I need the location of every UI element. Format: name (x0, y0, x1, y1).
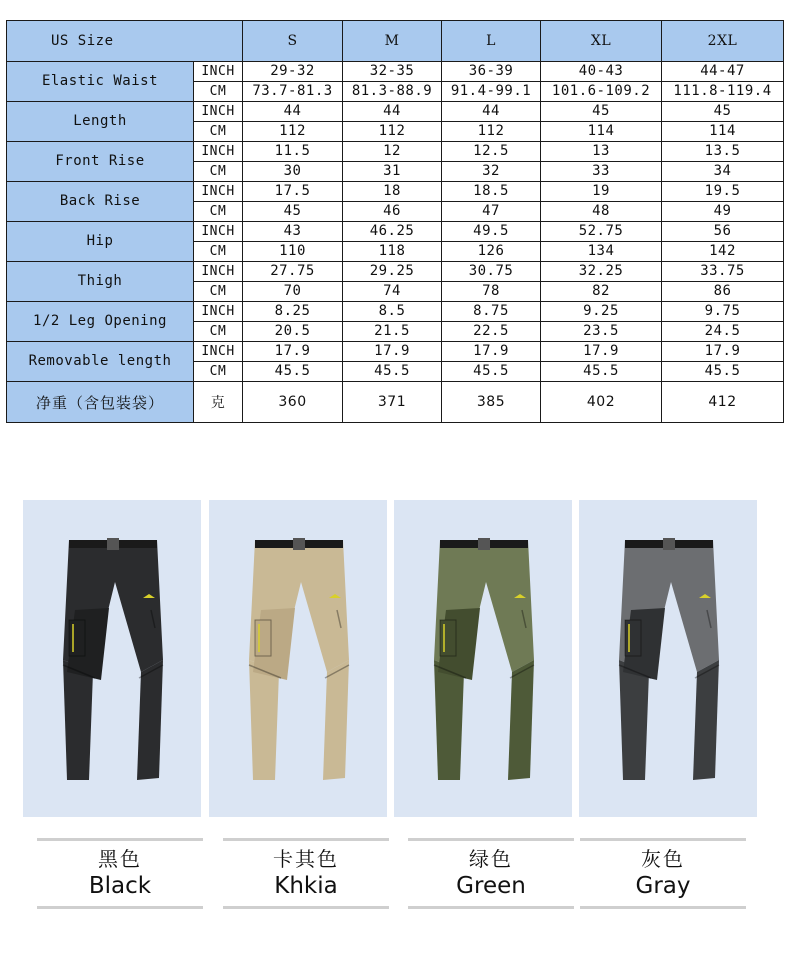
value-cell: 29.25 (343, 262, 442, 282)
cargo-pocket (69, 620, 85, 656)
value-cell: 17.5 (243, 182, 343, 202)
value-cell: 40-43 (541, 62, 662, 82)
pants-illustration (579, 500, 757, 817)
value-cell: 45.5 (662, 362, 784, 382)
color-name-cn: 黑色 (98, 847, 142, 871)
measurement-label-thigh: Thigh (7, 262, 194, 302)
value-cell: 20.5 (243, 322, 343, 342)
divider (37, 838, 203, 841)
value-cell: 29-32 (243, 62, 343, 82)
unit-cell: INCH (194, 222, 243, 242)
value-cell: 31 (343, 162, 442, 182)
weight-label: 净重（含包装袋） (7, 382, 194, 423)
color-name-cn: 卡其色 (273, 847, 339, 871)
left-leg-lower (619, 660, 649, 780)
table-row (7, 102, 784, 122)
weight-value: 360 (243, 382, 343, 423)
value-cell: 13 (541, 142, 662, 162)
weight-value: 385 (442, 382, 541, 423)
value-cell: 11.5 (243, 142, 343, 162)
belt-buckle (663, 538, 675, 550)
value-cell: 47 (442, 202, 541, 222)
color-caption-gray (580, 838, 746, 909)
value-cell: 22.5 (442, 322, 541, 342)
measurement-label-hip: Hip (7, 222, 194, 262)
value-cell: 49 (662, 202, 784, 222)
belt-buckle (107, 538, 119, 550)
color-name-en: Green (456, 873, 526, 899)
value-cell: 114 (541, 122, 662, 142)
divider (408, 838, 574, 841)
left-leg-lower (249, 660, 279, 780)
value-cell: 91.4-99.1 (442, 82, 541, 102)
pants-illustration (23, 500, 201, 817)
value-cell: 12.5 (442, 142, 541, 162)
weight-row (7, 382, 784, 423)
value-cell: 45 (243, 202, 343, 222)
divider (580, 906, 746, 909)
value-cell: 82 (541, 282, 662, 302)
size-header-2xl: 2XL (662, 21, 784, 62)
pants-illustration (209, 500, 387, 817)
unit-cell: INCH (194, 342, 243, 362)
value-cell: 8.25 (243, 302, 343, 322)
value-cell: 45.5 (243, 362, 343, 382)
value-cell: 8.5 (343, 302, 442, 322)
weight-value: 402 (541, 382, 662, 423)
divider (37, 906, 203, 909)
measurement-label-length: Length (7, 102, 194, 142)
color-name-en: Black (88, 873, 152, 899)
measurement-label-removable-length: Removable length (7, 342, 194, 382)
value-cell: 18 (343, 182, 442, 202)
table-row (7, 262, 784, 282)
cargo-pocket (255, 620, 271, 656)
size-header-l: L (442, 21, 541, 62)
value-cell: 32 (442, 162, 541, 182)
value-cell: 36-39 (442, 62, 541, 82)
value-cell: 19 (541, 182, 662, 202)
table-title: US Size (7, 21, 243, 62)
value-cell: 74 (343, 282, 442, 302)
measurement-label-back-rise: Back Rise (7, 182, 194, 222)
cargo-pocket (440, 620, 456, 656)
measurement-label-front-rise: Front Rise (7, 142, 194, 182)
value-cell: 18.5 (442, 182, 541, 202)
value-cell: 142 (662, 242, 784, 262)
value-cell: 73.7-81.3 (243, 82, 343, 102)
value-cell: 110 (243, 242, 343, 262)
value-cell: 17.9 (662, 342, 784, 362)
divider (408, 906, 574, 909)
unit-cell: INCH (194, 142, 243, 162)
value-cell: 17.9 (442, 342, 541, 362)
value-cell: 45 (662, 102, 784, 122)
table-row (7, 222, 784, 242)
divider (223, 838, 389, 841)
value-cell: 43 (243, 222, 343, 242)
color-name-cn: 绿色 (469, 847, 513, 871)
value-cell: 23.5 (541, 322, 662, 342)
value-cell: 17.9 (243, 342, 343, 362)
value-cell: 12 (343, 142, 442, 162)
color-name-en: Khkia (274, 873, 338, 899)
value-cell: 9.75 (662, 302, 784, 322)
weight-value: 371 (343, 382, 442, 423)
value-cell: 44-47 (662, 62, 784, 82)
color-name-en: Gray (635, 873, 691, 899)
value-cell: 86 (662, 282, 784, 302)
value-cell: 34 (662, 162, 784, 182)
value-cell: 45.5 (442, 362, 541, 382)
value-cell: 45.5 (541, 362, 662, 382)
measurement-label-1-2-leg-opening: 1/2 Leg Opening (7, 302, 194, 342)
unit-cell: INCH (194, 262, 243, 282)
unit-cell: CM (194, 322, 243, 342)
value-cell: 48 (541, 202, 662, 222)
value-cell: 21.5 (343, 322, 442, 342)
value-cell: 114 (662, 122, 784, 142)
right-leg-lower (137, 660, 163, 780)
value-cell: 8.75 (442, 302, 541, 322)
value-cell: 19.5 (662, 182, 784, 202)
size-chart-table (6, 20, 784, 423)
value-cell: 134 (541, 242, 662, 262)
value-cell: 46 (343, 202, 442, 222)
value-cell: 44 (442, 102, 541, 122)
value-cell: 30 (243, 162, 343, 182)
weight-unit: 克 (194, 382, 243, 423)
table-row (7, 342, 784, 362)
unit-cell: INCH (194, 302, 243, 322)
measurement-label-elastic-waist: Elastic Waist (7, 62, 194, 102)
value-cell: 45.5 (343, 362, 442, 382)
pants-illustration (394, 500, 572, 817)
value-cell: 118 (343, 242, 442, 262)
value-cell: 112 (243, 122, 343, 142)
value-cell: 27.75 (243, 262, 343, 282)
value-cell: 9.25 (541, 302, 662, 322)
value-cell: 111.8-119.4 (662, 82, 784, 102)
product-photo-green (394, 500, 572, 817)
product-photo-khaki (209, 500, 387, 817)
value-cell: 32-35 (343, 62, 442, 82)
value-cell: 13.5 (662, 142, 784, 162)
value-cell: 81.3-88.9 (343, 82, 442, 102)
right-leg-lower (323, 660, 349, 780)
divider (580, 838, 746, 841)
value-cell: 101.6-109.2 (541, 82, 662, 102)
size-header-xl: XL (541, 21, 662, 62)
value-cell: 17.9 (343, 342, 442, 362)
value-cell: 112 (442, 122, 541, 142)
value-cell: 49.5 (442, 222, 541, 242)
value-cell: 52.75 (541, 222, 662, 242)
value-cell: 56 (662, 222, 784, 242)
value-cell: 33.75 (662, 262, 784, 282)
value-cell: 33 (541, 162, 662, 182)
color-caption-khaki (223, 838, 389, 909)
product-photo-black (23, 500, 201, 817)
color-name-cn: 灰色 (641, 847, 685, 871)
unit-cell: CM (194, 202, 243, 222)
right-leg-lower (693, 660, 719, 780)
value-cell: 78 (442, 282, 541, 302)
value-cell: 17.9 (541, 342, 662, 362)
unit-cell: CM (194, 242, 243, 262)
belt-buckle (293, 538, 305, 550)
value-cell: 44 (343, 102, 442, 122)
unit-cell: CM (194, 282, 243, 302)
left-leg-lower (434, 660, 464, 780)
size-header-s: S (243, 21, 343, 62)
table-row (7, 142, 784, 162)
cargo-pocket (625, 620, 641, 656)
unit-cell: INCH (194, 182, 243, 202)
value-cell: 44 (243, 102, 343, 122)
size-header-m: M (343, 21, 442, 62)
color-caption-green (408, 838, 574, 909)
table-row (7, 62, 784, 82)
weight-value: 412 (662, 382, 784, 423)
table-row (7, 302, 784, 322)
value-cell: 30.75 (442, 262, 541, 282)
unit-cell: CM (194, 82, 243, 102)
header-row (7, 21, 784, 62)
value-cell: 46.25 (343, 222, 442, 242)
value-cell: 112 (343, 122, 442, 142)
divider (223, 906, 389, 909)
value-cell: 126 (442, 242, 541, 262)
value-cell: 32.25 (541, 262, 662, 282)
unit-cell: CM (194, 122, 243, 142)
value-cell: 70 (243, 282, 343, 302)
left-leg-lower (63, 660, 93, 780)
unit-cell: INCH (194, 102, 243, 122)
unit-cell: INCH (194, 62, 243, 82)
unit-cell: CM (194, 162, 243, 182)
table-row (7, 182, 784, 202)
color-caption-black (37, 838, 203, 909)
value-cell: 45 (541, 102, 662, 122)
belt-buckle (478, 538, 490, 550)
product-photo-gray (579, 500, 757, 817)
value-cell: 24.5 (662, 322, 784, 342)
right-leg-lower (508, 660, 534, 780)
unit-cell: CM (194, 362, 243, 382)
